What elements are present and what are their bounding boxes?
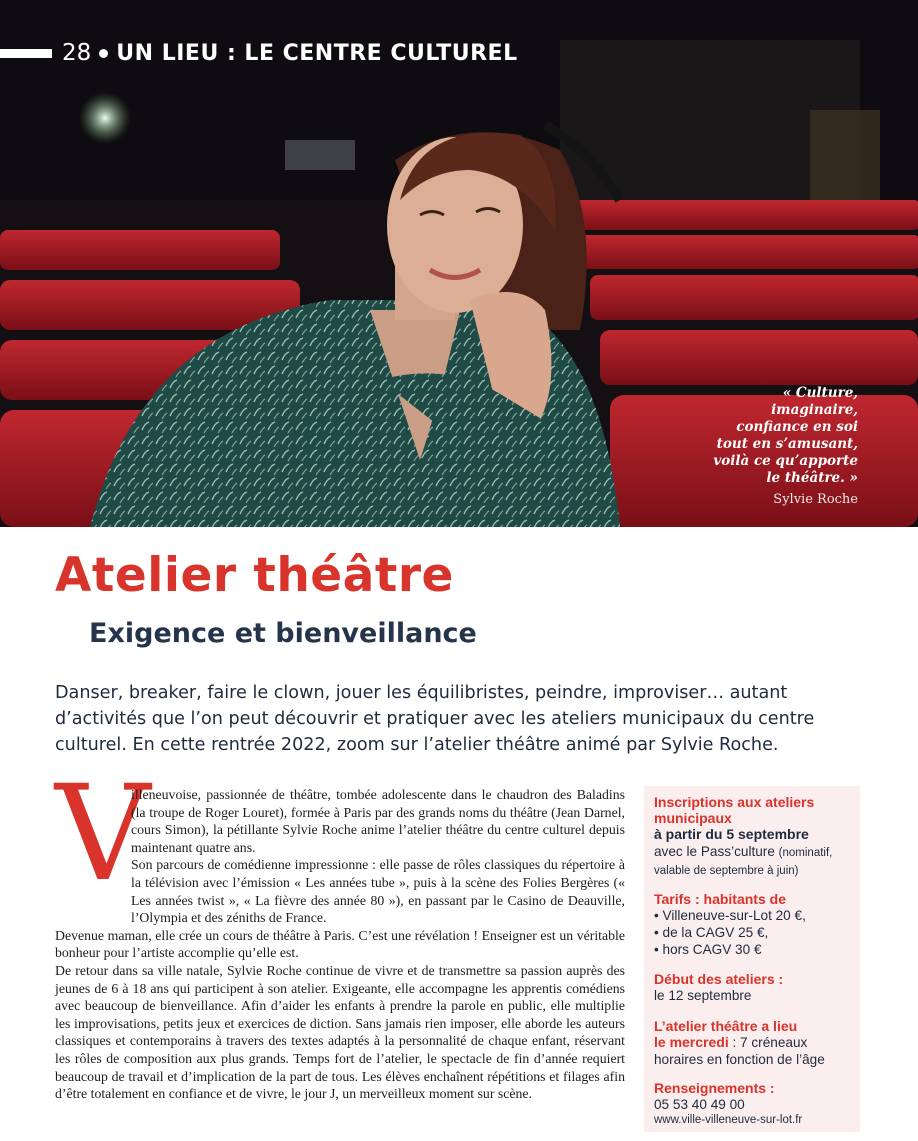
website-link[interactable]: www.ville-villeneuve-sur-lot.fr	[654, 1114, 803, 1126]
page-number: 28	[62, 40, 92, 66]
renseignements-block	[654, 1080, 866, 1128]
tarif-item: • hors CAGV 30 €	[654, 942, 762, 957]
info-sidebar	[644, 786, 860, 1132]
mercredi-line	[654, 1034, 866, 1051]
mercredi-block	[654, 1018, 866, 1068]
drop-cap: V	[55, 757, 151, 911]
article-subtitle: Exigence et bienveillance	[89, 618, 477, 649]
quote-line: tout en s’amusant,	[716, 436, 858, 452]
body-paragraph: Devenue maman, elle crée un cours de théâtre à Paris. C’est une révélation ! Enseigner est un véritable bonheur pour l’artiste accomplie qu’elle est.	[55, 927, 625, 961]
quote-line: confiance en soi	[736, 419, 858, 435]
section-title: UN LIEU : LE CENTRE CULTUREL	[116, 40, 518, 66]
mercredi-day: le mercredi	[654, 1034, 729, 1050]
tarifs-block	[654, 891, 866, 958]
body-paragraph-text: illeneuvoise, passionnée de théâtre, tombée adolescente dans le chaudron des Baladins (la troupe de Roger Louret), formée à Paris par des grands noms du théâtre (Jean Darnel, cours Simon), la pétillante Sylvie Roche anime l’atelier théâtre du centre culturel depuis maintenant quatre ans.	[131, 787, 625, 855]
inscriptions-block	[654, 794, 866, 879]
pass-culture-note: (nominatif, valable de septembre à juin)	[654, 847, 833, 877]
tarif-item: • Villeneuve-sur-Lot 20 €,	[654, 908, 806, 923]
section-header	[0, 36, 518, 70]
bullet-dot-icon	[99, 49, 108, 58]
mercredi-slots: : 7 créneaux	[728, 1035, 808, 1050]
article-title: Atelier théâtre	[55, 548, 454, 603]
inscriptions-date: à partir du 5 septembre	[654, 826, 809, 842]
phone-number: 05 53 40 49 00	[654, 1097, 745, 1112]
renseignements-heading: Renseignements :	[654, 1080, 775, 1096]
body-paragraph: De retour dans sa ville natale, Sylvie Roche continue de vivre et de transmettre sa passion auprès des jeunes de 6 à 18 ans qui participent à son atelier. Exigeante, elle accompagne les apprentis comédiens avec beaucoup de bienveillance. Afin d’aider les enfants à prendre la parole en public, elle multiplie les improvisations, petits jeux et exercices de diction. Sans jamais rien imposer, elle aborde les auteurs classiques et contemporains à travers des textes adaptés à la personnalité de chaque enfant, réservant les rôles de composition aux plus grands. Temps fort de l’atelier, le spectacle de fin d’année requiert beaucoup de travail et d’implication de la part de tous. Les élèves enchaînent répétitions et filages afin d’être totalement en confiance et de vivre, le jour J, un merveilleux moment sur scène.	[55, 962, 625, 1102]
inscriptions-heading: Inscriptions aux ateliers municipaux	[654, 794, 815, 826]
quote-line: voilà ce qu’apporte	[713, 453, 858, 469]
quote-line: le théâtre. »	[766, 470, 858, 486]
mercredi-heading: L’atelier théâtre a lieu	[654, 1018, 798, 1034]
pass-culture-label: avec le Pass’culture	[654, 844, 775, 859]
debut-block	[654, 971, 866, 1004]
debut-date: le 12 septembre	[654, 988, 752, 1003]
header-bar	[0, 49, 52, 58]
tarifs-heading: Tarifs : habitants de	[654, 891, 786, 907]
article-body	[55, 786, 625, 1103]
debut-heading: Début des ateliers :	[654, 971, 784, 987]
article-lead: Danser, breaker, faire le clown, jouer les équilibristes, peindre, improviser… autant d’activités que l’on peut découvrir et pratiquer avec les ateliers municipaux du centre culturel. En cette rentrée 2022, zoom sur l’atelier théâtre animé par Sylvie Roche.	[55, 683, 815, 755]
hero-photo	[0, 0, 918, 527]
quote-author: Sylvie Roche	[773, 492, 858, 507]
mercredi-detail: horaires en fonction de l’âge	[654, 1052, 825, 1067]
inscriptions-pass	[654, 843, 866, 879]
body-paragraph	[55, 786, 625, 927]
quote-line: « Culture,	[782, 385, 858, 401]
tarif-item: • de la CAGV 25 €,	[654, 925, 769, 940]
body-paragraph-text: Son parcours de comédienne impressionne : elle passe de rôles classiques du répertoire à la télévision avec l’émission « Les années tube », puis à la scène des Folies Bergères (« Les années twist », « La fièvre des année 80 »), en passant par le Casino de Deauville, l’Olympia et des zéniths de France.	[131, 857, 625, 926]
quote-line: imaginaire,	[771, 402, 858, 418]
pull-quote	[688, 385, 858, 487]
